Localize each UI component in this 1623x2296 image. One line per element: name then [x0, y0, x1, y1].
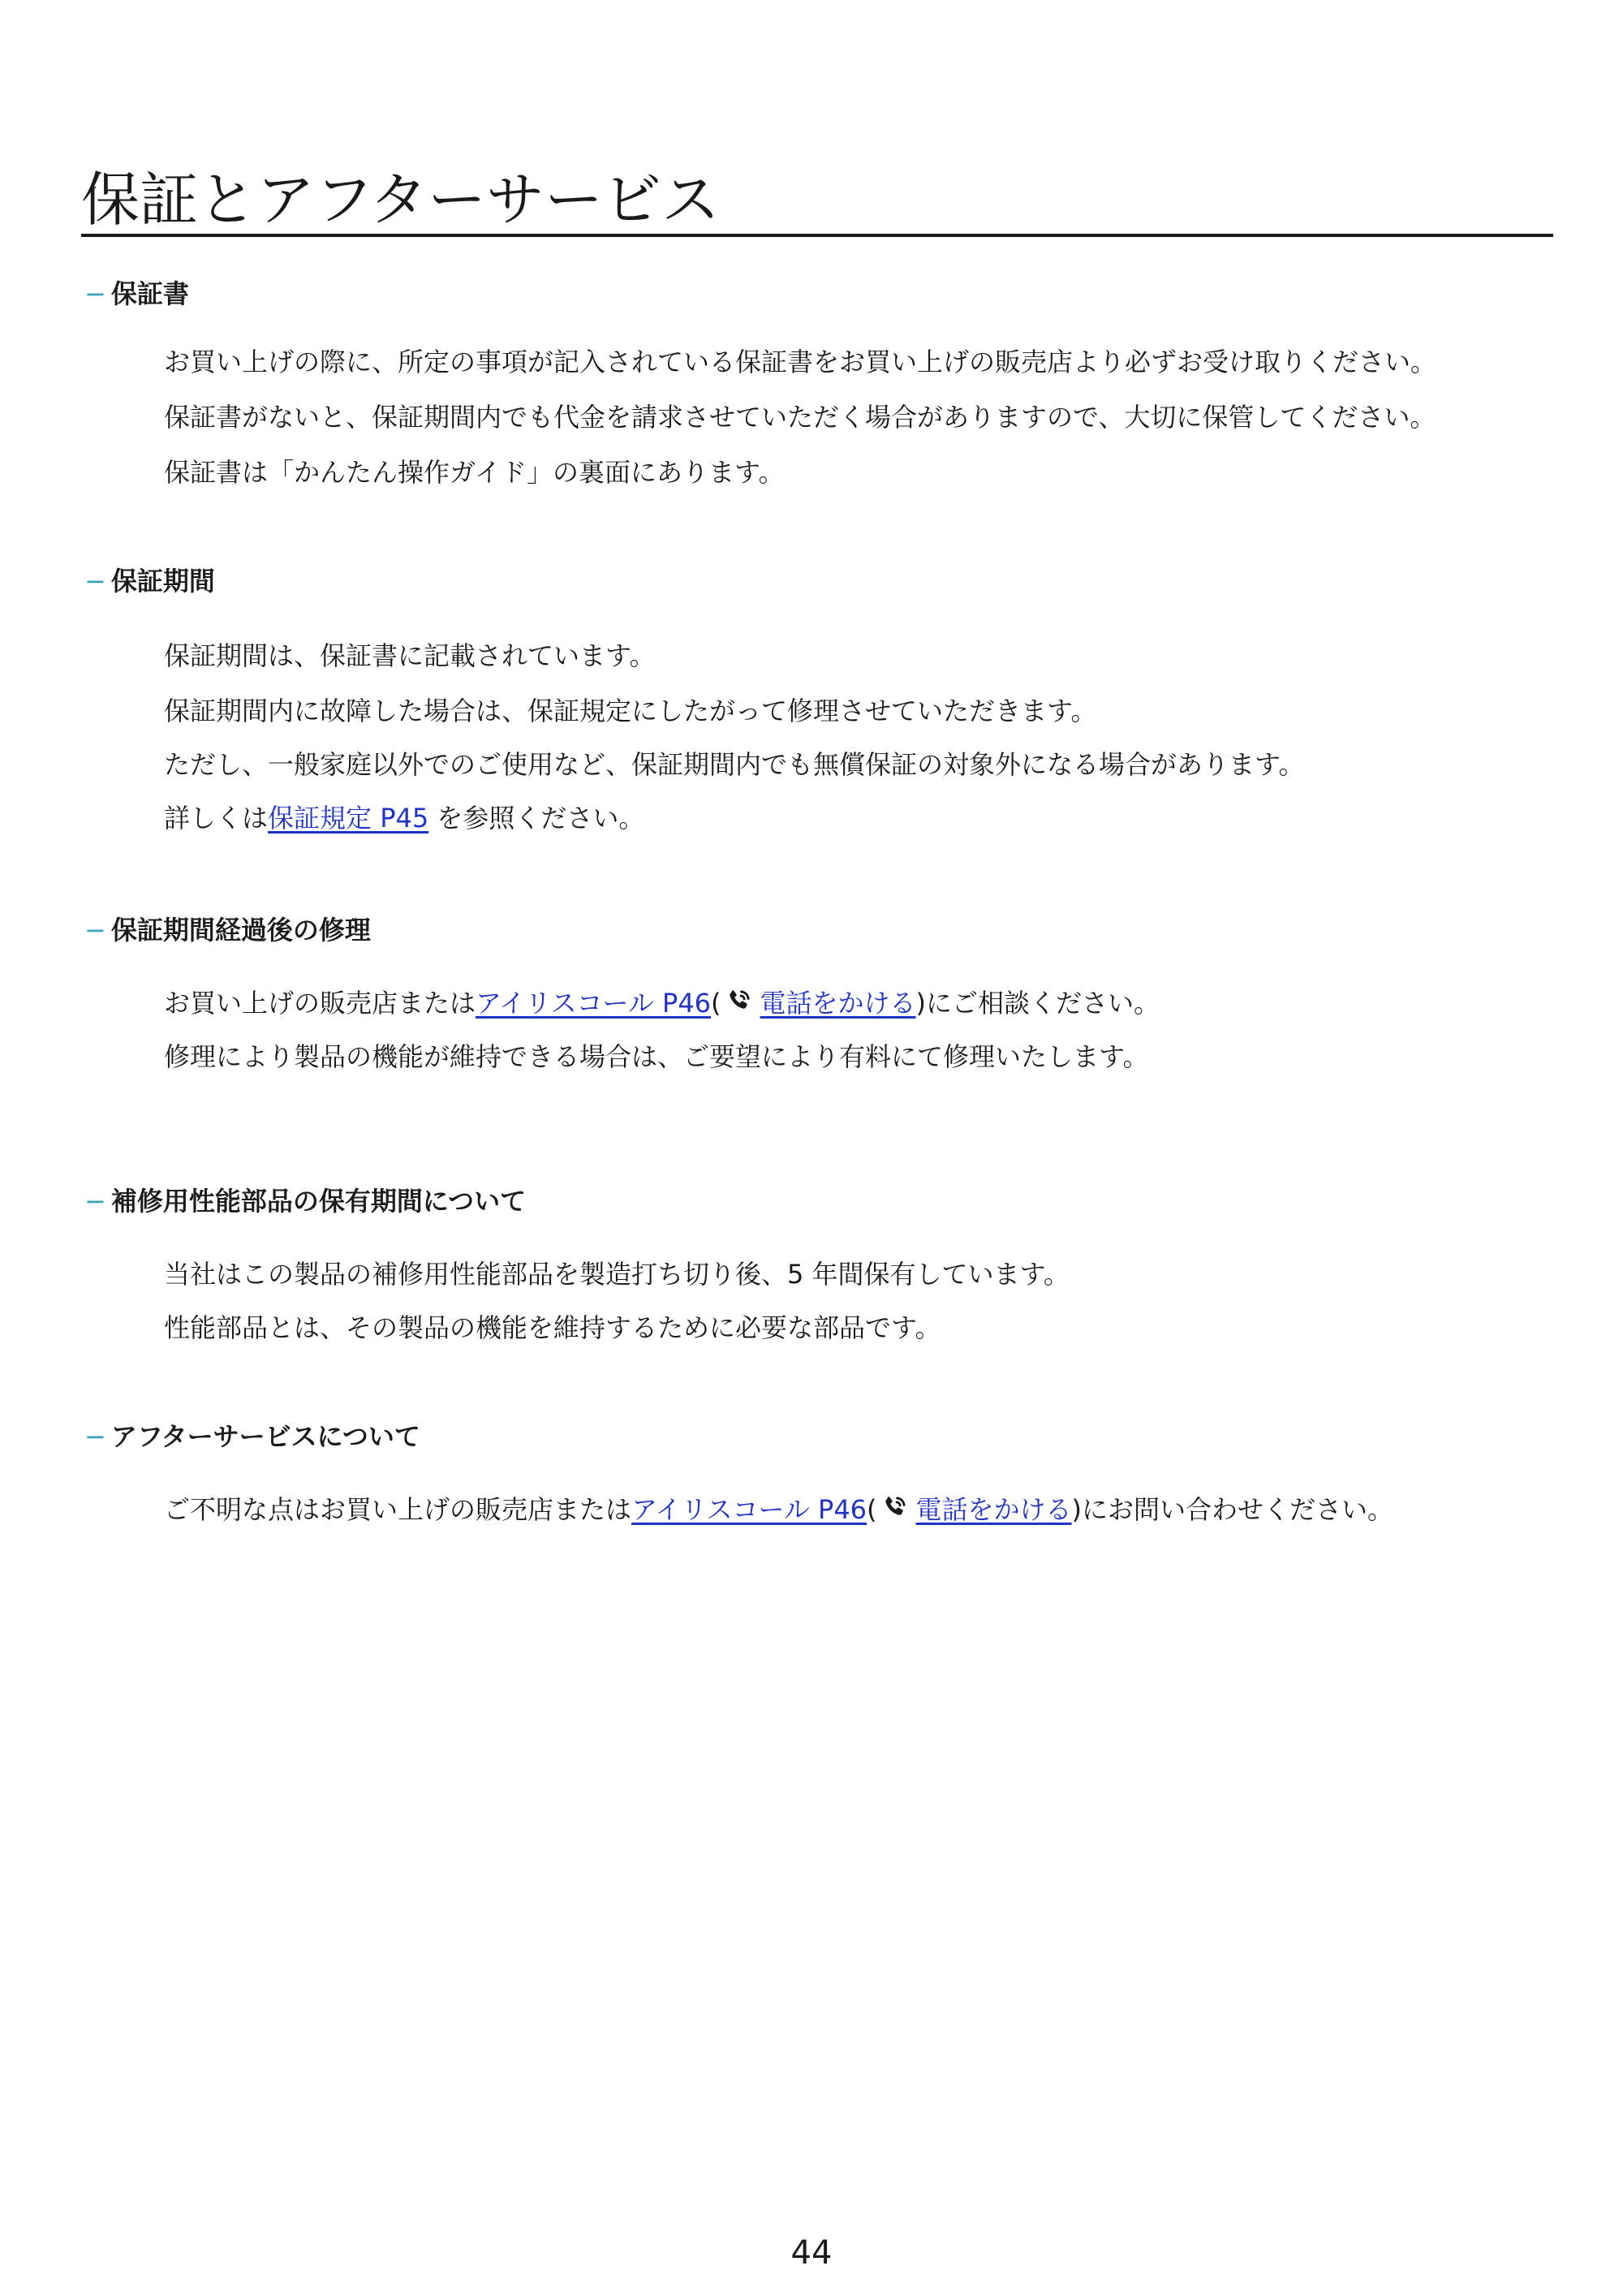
call-text-before: お買い上げの販売店または: [164, 988, 476, 1019]
section-heading-label: 補修用性能部品の保有期間について: [110, 1186, 527, 1217]
open-paren: (: [711, 988, 721, 1019]
body-line: 修理により製品の機能が維持できる場合は、ご要望により有料にて修理いたします。: [164, 1041, 1149, 1072]
section-heading-parts-retention: [84, 1183, 526, 1219]
section-heading-label: 保証期間経過後の修理: [110, 915, 371, 946]
page-title: 保証とアフターサービス: [81, 166, 720, 234]
section-heading-label: 保証期間: [110, 566, 215, 597]
heading-dash: −: [84, 1186, 106, 1217]
body-line: 保証期間内に故障した場合は、保証規定にしたがって修理させていただきます。: [164, 696, 1097, 726]
title-divider: [81, 234, 1553, 237]
body-line: 保証書がないと、保証期間内でも代金を請求させていただく場合がありますので、大切に保管してください。: [164, 402, 1436, 433]
body-line-call: [164, 1492, 1393, 1527]
section-heading-warranty-card: [84, 276, 189, 312]
call-text-after: )にお問い合わせください。: [1071, 1494, 1394, 1525]
ref-text-after: を参照ください。: [428, 803, 645, 834]
body-line: 当社はこの製品の補修用性能部品を製造打ち切り後、5 年間保有しています。: [164, 1259, 1070, 1290]
heading-dash: −: [84, 566, 106, 597]
section-heading-after-service: [84, 1419, 420, 1454]
ref-text-before: 詳しくは: [164, 803, 269, 834]
body-line: お買い上げの際に、所定の事項が記入されている保証書をお買い上げの販売店より必ずお受け取りください。: [164, 347, 1437, 377]
section-heading-label: 保証書: [110, 278, 189, 309]
body-line-call: [164, 985, 1160, 1021]
heading-dash: −: [84, 278, 106, 309]
body-line: 性能部品とは、その製品の機能を維持するために必要な部品です。: [164, 1312, 941, 1343]
warranty-terms-link[interactable]: 保証規定 P45: [268, 803, 429, 834]
body-line: 保証書は「かんたん操作ガイド」の裏面にあります。: [164, 457, 785, 488]
call-text-before: ご不明な点はお買い上げの販売店または: [164, 1494, 632, 1525]
section-heading-label: アフターサービスについて: [110, 1421, 420, 1452]
iris-call-link[interactable]: アイリスコール P46: [476, 988, 712, 1019]
iris-call-link[interactable]: アイリスコール P46: [631, 1494, 867, 1525]
body-line: ただし、一般家庭以外でのご使用など、保証期間内でも無償保証の対象外になる場合があります。: [164, 749, 1305, 780]
body-line: 保証期間は、保証書に記載されています。: [164, 640, 656, 671]
section-heading-repair-after-warranty: [84, 912, 371, 948]
page-number: 44: [790, 2234, 833, 2272]
heading-dash: −: [84, 1421, 106, 1452]
call-text-after: )にご相談ください。: [915, 988, 1160, 1019]
heading-dash: −: [84, 915, 106, 946]
body-line-warranty-reference: [164, 800, 644, 836]
phone-icon: [725, 988, 752, 1015]
call-phone-link[interactable]: 電話をかける: [915, 1494, 1072, 1525]
phone-icon: [880, 1494, 908, 1522]
call-phone-link[interactable]: 電話をかける: [760, 988, 916, 1019]
section-heading-warranty-period: [84, 563, 215, 599]
open-paren: (: [867, 1494, 877, 1525]
